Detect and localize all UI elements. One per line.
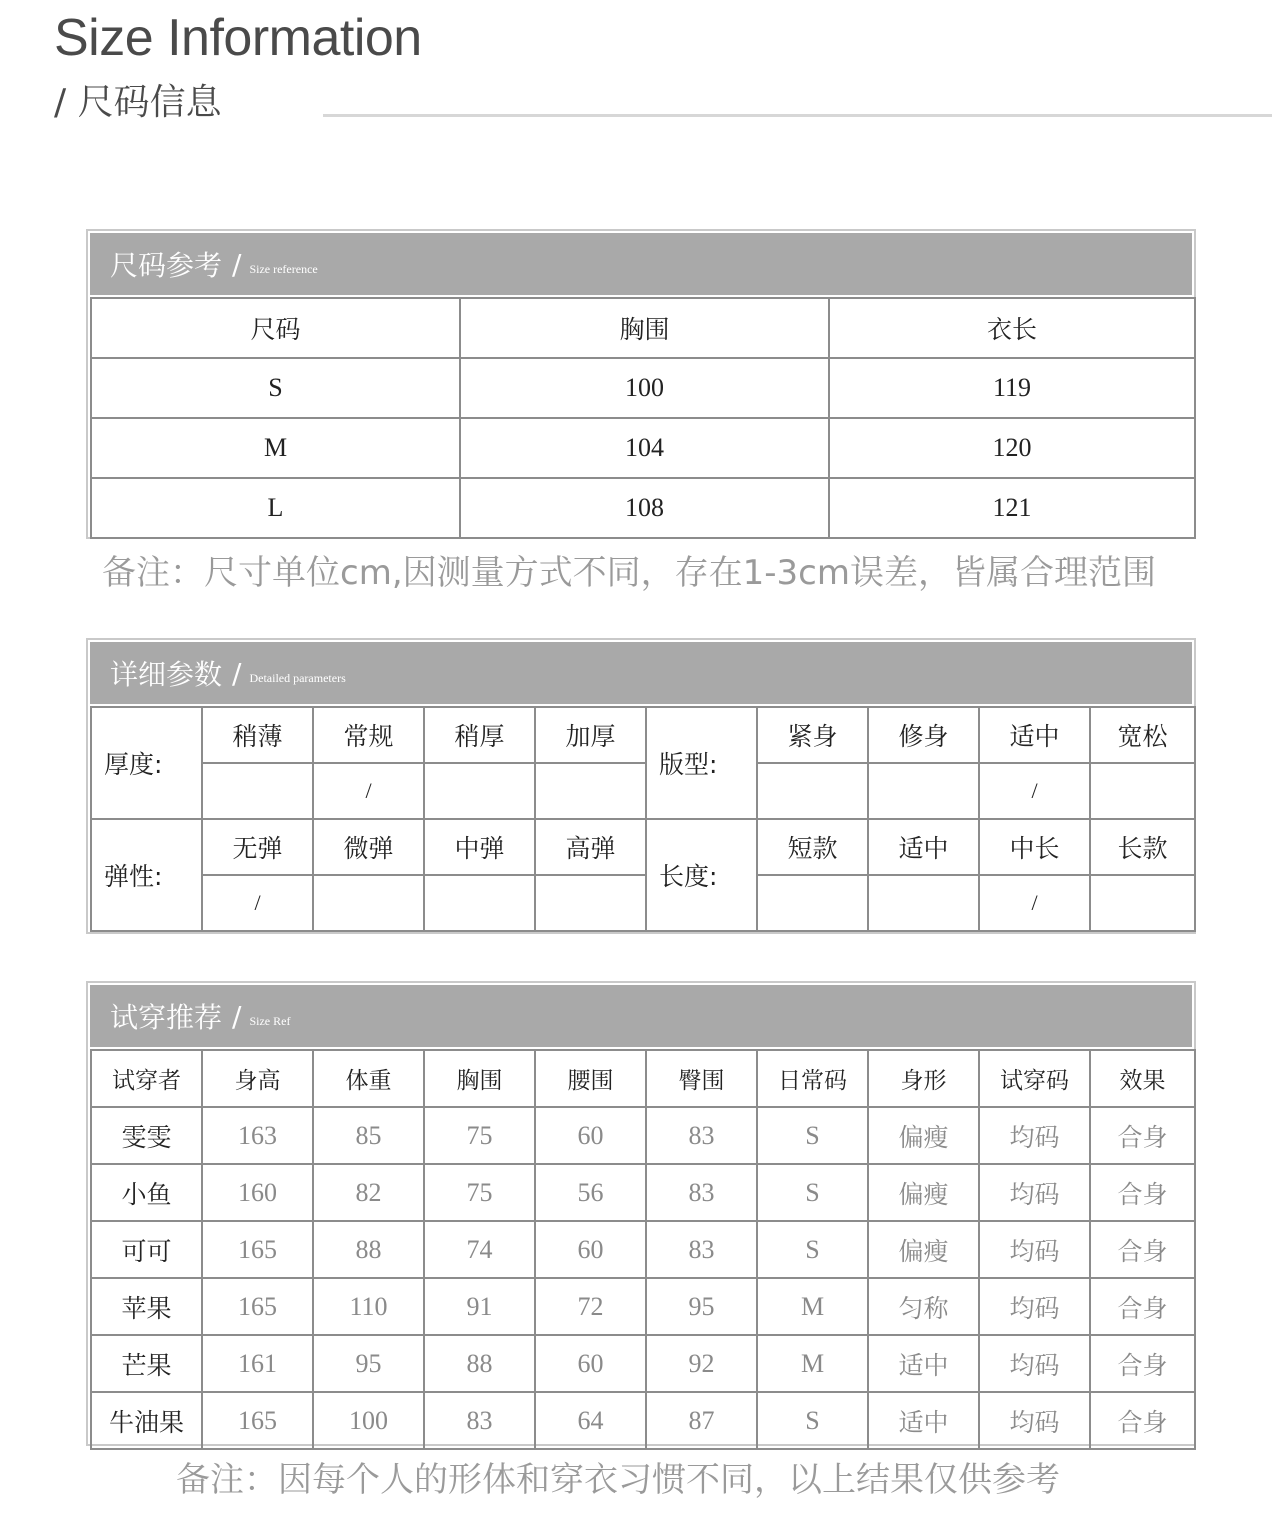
effect-cell: 合身 xyxy=(1090,1335,1195,1392)
try-on-note: 备注：因每个人的形体和穿衣习惯不同，以上结果仅供参考 xyxy=(176,1460,1060,1500)
col-height: 身高 xyxy=(202,1050,313,1107)
effect-cell: 合身 xyxy=(1090,1278,1195,1335)
fit-option: 紧身 xyxy=(757,707,868,763)
hip-cell: 87 xyxy=(646,1392,757,1449)
elasticity-label: 弹性: xyxy=(91,819,202,931)
hip-cell: 83 xyxy=(646,1107,757,1164)
size-reference-slash: / xyxy=(232,247,242,281)
thickness-mark xyxy=(202,763,313,819)
table-row xyxy=(91,1221,1195,1278)
col-hip: 臀围 xyxy=(646,1050,757,1107)
waist-cell: 56 xyxy=(535,1164,646,1221)
fit-mark xyxy=(1090,763,1195,819)
tester-cell: 小鱼 xyxy=(91,1164,202,1221)
waist-cell: 72 xyxy=(535,1278,646,1335)
header-divider xyxy=(323,114,1272,117)
tried-size-cell: 均码 xyxy=(979,1392,1090,1449)
bust-cell: 75 xyxy=(424,1107,535,1164)
elasticity-marks-row xyxy=(91,875,1195,931)
size-reference-panel xyxy=(86,229,1196,539)
size-table-row xyxy=(91,478,1195,538)
tester-cell: 苹果 xyxy=(91,1278,202,1335)
try-on-slash: / xyxy=(232,999,242,1033)
weight-cell: 88 xyxy=(313,1221,424,1278)
elasticity-option: 中弹 xyxy=(424,819,535,875)
thickness-mark: / xyxy=(313,763,424,819)
elasticity-option: 高弹 xyxy=(535,819,646,875)
tried-size-cell: 均码 xyxy=(979,1164,1090,1221)
size-cell: M xyxy=(91,418,460,478)
length-mark xyxy=(868,875,979,931)
try-on-header-row xyxy=(91,1050,1195,1107)
hip-cell: 83 xyxy=(646,1164,757,1221)
length-mark xyxy=(1090,875,1195,931)
bust-cell: 108 xyxy=(460,478,829,538)
thickness-mark xyxy=(424,763,535,819)
size-reference-header xyxy=(90,233,1192,295)
elasticity-options-row xyxy=(91,819,1195,875)
size-reference-title-en: Size reference xyxy=(249,261,318,276)
elasticity-mark xyxy=(313,875,424,931)
daily-size-cell: S xyxy=(757,1221,868,1278)
page-subtitle: / 尺码信息 xyxy=(54,82,222,123)
fit-option: 宽松 xyxy=(1090,707,1195,763)
waist-cell: 60 xyxy=(535,1221,646,1278)
page-title: Size Information xyxy=(54,9,422,67)
bust-cell: 88 xyxy=(424,1335,535,1392)
table-row xyxy=(91,1107,1195,1164)
bust-cell: 75 xyxy=(424,1164,535,1221)
length-mark xyxy=(757,875,868,931)
thickness-label: 厚度: xyxy=(91,707,202,819)
col-bust: 胸围 xyxy=(424,1050,535,1107)
waist-cell: 60 xyxy=(535,1107,646,1164)
try-on-title-en: Size Ref xyxy=(249,1013,291,1028)
height-cell: 165 xyxy=(202,1221,313,1278)
bust-cell: 104 xyxy=(460,418,829,478)
col-effect: 效果 xyxy=(1090,1050,1195,1107)
effect-cell: 合身 xyxy=(1090,1164,1195,1221)
bust-cell: 100 xyxy=(460,358,829,418)
size-col-size: 尺码 xyxy=(91,298,460,358)
thickness-option: 常规 xyxy=(313,707,424,763)
fit-mark xyxy=(868,763,979,819)
length-cell: 120 xyxy=(829,418,1195,478)
detailed-parameters-panel xyxy=(86,638,1196,934)
tester-cell: 雯雯 xyxy=(91,1107,202,1164)
tried-size-cell: 均码 xyxy=(979,1107,1090,1164)
tried-size-cell: 均码 xyxy=(979,1278,1090,1335)
col-body-shape: 身形 xyxy=(868,1050,979,1107)
height-cell: 163 xyxy=(202,1107,313,1164)
length-label: 长度: xyxy=(646,819,757,931)
thickness-marks-row xyxy=(91,763,1195,819)
waist-cell: 64 xyxy=(535,1392,646,1449)
table-row xyxy=(91,1392,1195,1449)
fit-option: 修身 xyxy=(868,707,979,763)
length-mark: / xyxy=(979,875,1090,931)
size-note: 备注：尺寸单位cm,因测量方式不同，存在1-3cm误差，皆属合理范围 xyxy=(102,553,1156,593)
thickness-mark xyxy=(535,763,646,819)
height-cell: 161 xyxy=(202,1335,313,1392)
size-table-row xyxy=(91,358,1195,418)
thickness-option: 加厚 xyxy=(535,707,646,763)
col-waist: 腰围 xyxy=(535,1050,646,1107)
elasticity-mark xyxy=(535,875,646,931)
body-shape-cell: 偏瘦 xyxy=(868,1221,979,1278)
bust-cell: 74 xyxy=(424,1221,535,1278)
height-cell: 160 xyxy=(202,1164,313,1221)
length-option: 长款 xyxy=(1090,819,1195,875)
daily-size-cell: S xyxy=(757,1107,868,1164)
size-table xyxy=(90,297,1196,539)
size-col-bust: 胸围 xyxy=(460,298,829,358)
detailed-parameters-header xyxy=(90,642,1192,704)
tester-cell: 芒果 xyxy=(91,1335,202,1392)
size-cell: L xyxy=(91,478,460,538)
col-tester: 试穿者 xyxy=(91,1050,202,1107)
detailed-parameters-slash: / xyxy=(232,656,242,690)
fit-mark: / xyxy=(979,763,1090,819)
waist-cell: 60 xyxy=(535,1335,646,1392)
parameters-table xyxy=(90,706,1196,932)
length-cell: 121 xyxy=(829,478,1195,538)
length-option: 中长 xyxy=(979,819,1090,875)
tester-cell: 牛油果 xyxy=(91,1392,202,1449)
hip-cell: 92 xyxy=(646,1335,757,1392)
tried-size-cell: 均码 xyxy=(979,1221,1090,1278)
col-tried-size: 试穿码 xyxy=(979,1050,1090,1107)
table-row xyxy=(91,1335,1195,1392)
size-table-row xyxy=(91,418,1195,478)
bust-cell: 83 xyxy=(424,1392,535,1449)
table-row xyxy=(91,1164,1195,1221)
weight-cell: 110 xyxy=(313,1278,424,1335)
daily-size-cell: S xyxy=(757,1164,868,1221)
detailed-parameters-title-en: Detailed parameters xyxy=(249,670,346,685)
size-cell: S xyxy=(91,358,460,418)
body-shape-cell: 匀称 xyxy=(868,1278,979,1335)
try-on-title: 试穿推荐 xyxy=(110,1001,223,1034)
try-on-table xyxy=(90,1049,1196,1450)
elasticity-mark xyxy=(424,875,535,931)
try-on-header xyxy=(90,985,1192,1047)
daily-size-cell: M xyxy=(757,1335,868,1392)
thickness-options-row xyxy=(91,707,1195,763)
fit-label: 版型: xyxy=(646,707,757,819)
weight-cell: 95 xyxy=(313,1335,424,1392)
size-table-header-row xyxy=(91,298,1195,358)
thickness-option: 稍厚 xyxy=(424,707,535,763)
daily-size-cell: M xyxy=(757,1278,868,1335)
body-shape-cell: 偏瘦 xyxy=(868,1107,979,1164)
elasticity-mark: / xyxy=(202,875,313,931)
effect-cell: 合身 xyxy=(1090,1392,1195,1449)
fit-mark xyxy=(757,763,868,819)
elasticity-option: 微弹 xyxy=(313,819,424,875)
fit-option: 适中 xyxy=(979,707,1090,763)
daily-size-cell: S xyxy=(757,1392,868,1449)
try-on-panel xyxy=(86,981,1196,1446)
length-cell: 119 xyxy=(829,358,1195,418)
height-cell: 165 xyxy=(202,1278,313,1335)
elasticity-option: 无弹 xyxy=(202,819,313,875)
height-cell: 165 xyxy=(202,1392,313,1449)
body-shape-cell: 适中 xyxy=(868,1335,979,1392)
size-col-length: 衣长 xyxy=(829,298,1195,358)
hip-cell: 83 xyxy=(646,1221,757,1278)
size-reference-title: 尺码参考 xyxy=(110,249,223,282)
tester-cell: 可可 xyxy=(91,1221,202,1278)
weight-cell: 100 xyxy=(313,1392,424,1449)
thickness-option: 稍薄 xyxy=(202,707,313,763)
weight-cell: 82 xyxy=(313,1164,424,1221)
bust-cell: 91 xyxy=(424,1278,535,1335)
body-shape-cell: 偏瘦 xyxy=(868,1164,979,1221)
length-option: 短款 xyxy=(757,819,868,875)
effect-cell: 合身 xyxy=(1090,1221,1195,1278)
col-weight: 体重 xyxy=(313,1050,424,1107)
hip-cell: 95 xyxy=(646,1278,757,1335)
tried-size-cell: 均码 xyxy=(979,1335,1090,1392)
weight-cell: 85 xyxy=(313,1107,424,1164)
table-row xyxy=(91,1278,1195,1335)
effect-cell: 合身 xyxy=(1090,1107,1195,1164)
length-option: 适中 xyxy=(868,819,979,875)
detailed-parameters-title: 详细参数 xyxy=(110,658,223,691)
body-shape-cell: 适中 xyxy=(868,1392,979,1449)
col-daily-size: 日常码 xyxy=(757,1050,868,1107)
